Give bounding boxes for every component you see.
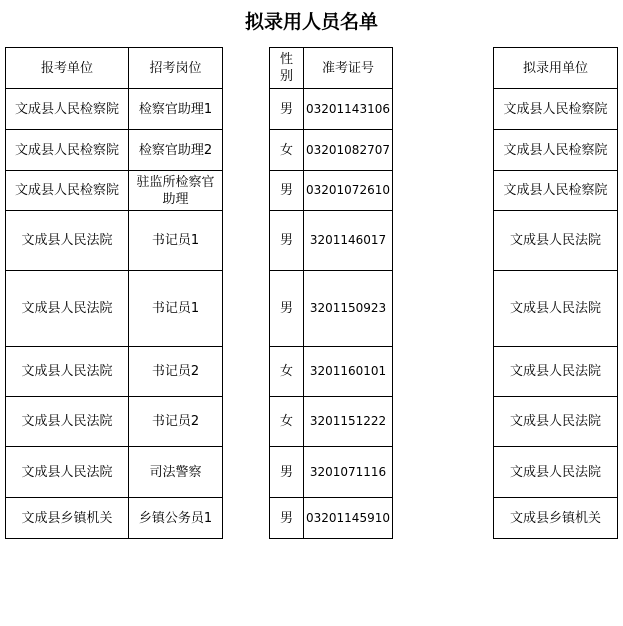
cell-position: 检察官助理2 <box>129 130 223 171</box>
applicant-id-table <box>269 47 393 539</box>
table-row <box>270 498 393 539</box>
table-row <box>270 347 393 397</box>
table-row <box>6 347 223 397</box>
cell-exam-no: 3201150923 <box>304 271 393 347</box>
cell-gender: 男 <box>270 89 304 130</box>
header-hire-unit: 拟录用单位 <box>494 48 618 89</box>
table-row <box>6 498 223 539</box>
cell-position: 书记员1 <box>129 271 223 347</box>
table-row <box>494 498 618 539</box>
header-unit: 报考单位 <box>6 48 129 89</box>
table-row <box>270 271 393 347</box>
cell-gender: 女 <box>270 397 304 447</box>
cell-unit: 文成县人民检察院 <box>6 89 129 130</box>
table-row <box>494 130 618 171</box>
cell-unit: 文成县人民法院 <box>6 397 129 447</box>
cell-exam-no: 3201071116 <box>304 447 393 498</box>
cell-exam-no: 3201151222 <box>304 397 393 447</box>
cell-position: 书记员1 <box>129 211 223 271</box>
table-row <box>6 211 223 271</box>
header-position: 招考岗位 <box>129 48 223 89</box>
cell-gender: 女 <box>270 347 304 397</box>
page-title: 拟录用人员名单 <box>244 11 378 33</box>
table-row <box>494 271 618 347</box>
cell-position: 司法警察 <box>129 447 223 498</box>
table-row <box>6 130 223 171</box>
cell-position: 书记员2 <box>129 397 223 447</box>
table-row <box>494 89 618 130</box>
table-row <box>270 447 393 498</box>
table-row <box>494 347 618 397</box>
cell-gender: 女 <box>270 130 304 171</box>
header-gender: 性别 <box>270 48 304 89</box>
header-row <box>6 48 223 89</box>
cell-position: 检察官助理1 <box>129 89 223 130</box>
cell-unit: 文成县人民检察院 <box>6 130 129 171</box>
cell-hire-unit: 文成县人民检察院 <box>494 171 618 211</box>
table-row <box>6 89 223 130</box>
cell-gender: 男 <box>270 271 304 347</box>
cell-unit: 文成县人民法院 <box>6 211 129 271</box>
cell-unit: 文成县人民法院 <box>6 447 129 498</box>
table-row <box>494 397 618 447</box>
cell-exam-no: 03201143106 <box>304 89 393 130</box>
cell-unit: 文成县人民法院 <box>6 347 129 397</box>
cell-position: 驻监所检察官助理 <box>129 171 223 211</box>
header-row <box>270 48 393 89</box>
cell-position: 乡镇公务员1 <box>129 498 223 539</box>
cell-hire-unit: 文成县人民法院 <box>494 211 618 271</box>
cell-hire-unit: 文成县人民法院 <box>494 397 618 447</box>
cell-exam-no: 3201160101 <box>304 347 393 397</box>
table-row <box>494 171 618 211</box>
table-row <box>6 171 223 211</box>
cell-unit: 文成县人民法院 <box>6 271 129 347</box>
table-row <box>270 171 393 211</box>
applicant-unit-table <box>5 47 223 539</box>
cell-gender: 男 <box>270 211 304 271</box>
cell-exam-no: 03201145910 <box>304 498 393 539</box>
table-row <box>6 447 223 498</box>
hiring-unit-table <box>493 47 618 539</box>
cell-exam-no: 3201146017 <box>304 211 393 271</box>
cell-hire-unit: 文成县人民法院 <box>494 347 618 397</box>
cell-unit: 文成县乡镇机关 <box>6 498 129 539</box>
table-row <box>270 89 393 130</box>
cell-hire-unit: 文成县人民法院 <box>494 271 618 347</box>
table-row <box>494 211 618 271</box>
cell-gender: 男 <box>270 171 304 211</box>
table-row <box>270 397 393 447</box>
cell-hire-unit: 文成县人民检察院 <box>494 130 618 171</box>
cell-position: 书记员2 <box>129 347 223 397</box>
header-exam-no: 准考证号 <box>304 48 393 89</box>
cell-exam-no: 03201072610 <box>304 171 393 211</box>
cell-gender: 男 <box>270 447 304 498</box>
cell-gender: 男 <box>270 498 304 539</box>
cell-hire-unit: 文成县乡镇机关 <box>494 498 618 539</box>
cell-exam-no: 03201082707 <box>304 130 393 171</box>
cell-hire-unit: 文成县人民检察院 <box>494 89 618 130</box>
table-row <box>6 271 223 347</box>
table-row <box>6 397 223 447</box>
table-row <box>494 447 618 498</box>
table-row <box>270 130 393 171</box>
table-row <box>270 211 393 271</box>
cell-unit: 文成县人民检察院 <box>6 171 129 211</box>
header-row <box>494 48 618 89</box>
cell-hire-unit: 文成县人民法院 <box>494 447 618 498</box>
